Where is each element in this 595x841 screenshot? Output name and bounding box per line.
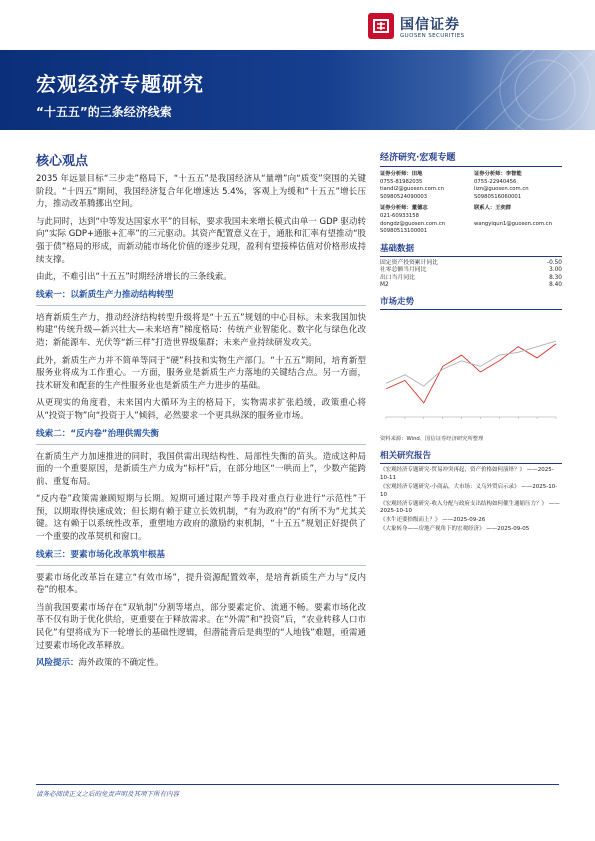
analyst-license: S0980516060001	[474, 193, 522, 200]
guosen-logo	[367, 10, 491, 46]
related-report-link[interactable]: 《宏观经济专题研究-贸易冲突再起，资产价格如何演绎？》 ——2025-10-11	[380, 467, 554, 482]
analyst-card: 证券分析师：董德志 021-60933158 dongdz@guosen.com.cn S0980513100001	[380, 205, 468, 235]
analyst-email[interactable]: dongdz@guosen.com.cn	[380, 220, 446, 227]
clue-one-paragraph: 此外，新质生产力并不简单等同于“硬”科技和实物生产部门。“十五五”期间，培育新型服务业将成为工作重心。一方面，服务业是新质生产力落地的关键结合点。另一方面，技术研发和配套的生产性服务业也是新质生产力进步的基础。	[36, 355, 366, 391]
contact-email[interactable]: wangyiqun1@guosen.com.cn	[474, 220, 552, 227]
market-trend-chart	[380, 313, 562, 433]
clue-three-paragraph: 要素市场化改革旨在建立“有效市场”，提升资源配置效率，是培育新质生产力与“反内卷”的根本。	[36, 572, 366, 596]
related-report-link[interactable]: 《宏观经济专题研究-小商品，大市场：义乌外贸启示录》 ——2025-10-10	[380, 483, 558, 498]
clue-three-heading: 线索三：要素市场化改革筑牢根基	[36, 549, 165, 560]
basic-data-row: 出口当月同比 8.30	[380, 274, 562, 281]
contact-card: 联系人：王奕群 wangyiqun1@guosen.com.cn	[474, 205, 562, 235]
core-paragraph: 与此同时，达到“中等发达国家水平”的目标，要求我国未来增长模式由单一 GDP 驱动转向“实际 GDP+通胀+汇率”的三元驱动。其资产配置意义在于，通胀和汇率有望推动“股强于债”格局的形成，而新动能市场化价值的逐步兑现，盈利有望接棒估值对价格形成持续支撑。	[36, 216, 366, 265]
basic-data-table	[380, 260, 562, 290]
analyst-grid	[380, 171, 562, 236]
analyst-name: 李智能	[505, 171, 522, 177]
risk-notice	[36, 657, 366, 669]
analyst-card: 证券分析师：田地 0755-81982035 tiandi2@guosen.com.cn S0980524090003	[380, 171, 468, 201]
analyst-phone: 0755-22940456	[474, 178, 517, 185]
clue-one-paragraph: 培育新质生产力，推动经济结构转型升级将是“十五五”规划的中心目标。未来我国加快构建“传统升级—新兴壮大—未来培育”梯度格局：传统产业智能化、数字化与绿色化改造；新能源车、光伏等“新三样”打造世界级集群；未来产业持续研发攻关。	[36, 312, 366, 348]
divider	[36, 444, 366, 445]
divider	[36, 305, 366, 306]
market-trend-heading: 市场走势	[380, 295, 562, 310]
footer-disclaimer: 请务必阅读正文之后的免责声明及其项下所有内容	[36, 790, 179, 798]
report-subtitle: “十五五”的三条经济线索	[36, 105, 172, 119]
divider	[36, 565, 366, 566]
risk-text: 海外政策的不确定性。	[78, 658, 164, 669]
analyst-card: 证券分析师：李智能 0755-22940456 lizn@guosen.com.cn S0980516060001	[474, 171, 562, 201]
core-views-column	[36, 150, 366, 669]
clue-one-heading: 线索一：以新质生产力推动结构转型	[36, 289, 174, 300]
series-line-1	[386, 344, 556, 403]
banner-decoration	[365, 50, 595, 130]
related-reports-heading: 相关研究报告	[380, 449, 562, 464]
analyst-name: 田地	[411, 171, 423, 177]
clue-one-paragraph: 从更现实的角度看，未来国内大循环为主的格局下，实物需求扩张趋缓，政策重心将从“投资于物”向“投资于人”倾斜，必然要求一个更具纵深的服务业市场。	[36, 398, 366, 421]
logo-en-text: GUOSEN SECURITIES	[400, 33, 465, 39]
series-line-2	[386, 341, 556, 386]
related-report-link[interactable]: 《大象转身——房地产视角下的宏观经济》 ——2025-09-05	[380, 525, 530, 532]
clue-three-paragraph: 当前我国要素市场存在“双轨制”分割等堵点，部分要素定价、流通不畅。要素市场化改革不仅有助于优化供给，更重要在于释放需求。在“外需”和“投资”后，“农业转移人口市民化”有望将成为下一轮增长的基础性逻辑，但潜能背后是典型的“人地钱”难题，亟需通过要素市场化改革释放。	[36, 602, 366, 651]
analyst-license: S0980524090003	[380, 193, 428, 200]
contact-name: 王奕群	[495, 205, 512, 212]
analyst-phone: 0755-81982035	[380, 178, 423, 185]
core-paragraph: 由此，不难引出“十五五”时期经济增长的三条线索。	[36, 272, 232, 283]
logo-cn-text: 国信证券	[400, 17, 460, 33]
chart-source-note: 资料来源：Wind、国信证券经济研究所整理	[380, 436, 484, 443]
clue-two-paragraph: 在新质生产力加速推进的同时，我国供需出现结构性、局部性失衡的苗头。造成这种局面的一个重要原因，是新质生产力成为“标杆”后，在部分地区“一哄而上”，少数产能跨前、重复布局。	[36, 451, 366, 487]
clue-two-heading: 线索二：“反内卷”治理供需失衡	[36, 428, 160, 439]
analyst-name: 董德志	[411, 205, 428, 212]
title-banner	[0, 50, 595, 130]
core-views-heading: 核心观点	[36, 154, 89, 169]
basic-data-row: M2 8.40	[380, 281, 562, 288]
basic-data-heading: 基础数据	[380, 242, 562, 257]
clue-two-paragraph: “反内卷”政策需兼顾短期与长期。短期可通过限产等手段对重点行业进行“示范性”干预，以期取得快速成效；但长期有赖于建立长效机制，“有为政府”的“有所不为”尤其关键。这有赖于以系统性改革，重塑地方政府的激励约束机制，“十五五”规划正好提供了一个重要的改革契机和窗口。	[36, 494, 366, 543]
analyst-email[interactable]: tiandi2@guosen.com.cn	[380, 186, 444, 193]
sidebar-heading: 经济研究·宏观专题	[380, 150, 562, 167]
basic-data-row: 固定资产投资累计同比 -0.50	[380, 259, 562, 266]
risk-label: 风险提示：	[36, 658, 79, 669]
footer-divider	[36, 784, 559, 785]
market-trend-svg	[380, 313, 562, 433]
guosen-logo-icon	[367, 12, 395, 40]
sidebar	[380, 150, 562, 535]
core-paragraph: 2035 年远景目标“三步走”格局下，“十五五”是我国经济从“量增”向“质变”突围的关键阶段。“十四五”期间，我国经济复合年化增速达 5.4%，客观上为缓和“十五五”增长压力，推动改革腾挪出空间。	[36, 174, 366, 210]
analyst-phone: 021-60933158	[380, 212, 419, 219]
analyst-email[interactable]: lizn@guosen.com.cn	[474, 186, 529, 193]
related-report-link[interactable]: 《宏观经济专题研究-收入分配与政府支出结构如何催生通缩压力？》 ——2025-10-10	[380, 500, 560, 515]
basic-data-row: 社零总额当月同比 3.00	[380, 267, 562, 274]
related-reports-list	[380, 467, 562, 533]
report-title: 宏观经济专题研究	[36, 72, 204, 96]
analyst-license: S0980513100001	[380, 228, 428, 235]
related-report-link[interactable]: 《水牛还要拾级而上？》 ——2025-09-26	[380, 517, 486, 524]
